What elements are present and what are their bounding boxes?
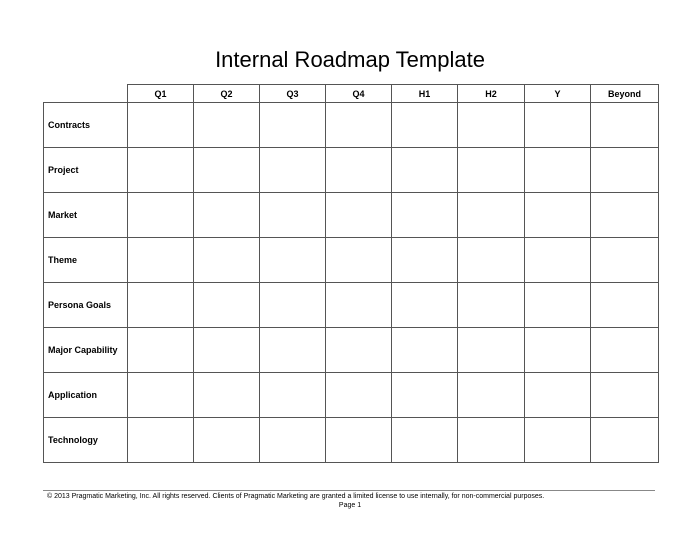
roadmap-cell xyxy=(194,238,260,283)
roadmap-cell xyxy=(326,103,392,148)
roadmap-cell xyxy=(326,328,392,373)
roadmap-cell xyxy=(525,103,591,148)
roadmap-cell xyxy=(458,328,525,373)
roadmap-cell xyxy=(260,148,326,193)
roadmap-cell xyxy=(260,193,326,238)
page-title: Internal Roadmap Template xyxy=(215,47,485,72)
footer-page-number: Page 1 xyxy=(338,502,362,509)
roadmap-cell xyxy=(326,418,392,463)
roadmap-cell xyxy=(591,193,659,238)
roadmap-cell xyxy=(194,283,260,328)
roadmap-cell xyxy=(326,283,392,328)
roadmap-cell xyxy=(591,328,659,373)
roadmap-cell xyxy=(392,238,458,283)
roadmap-cell xyxy=(392,103,458,148)
table-row xyxy=(44,148,659,193)
roadmap-cell xyxy=(260,418,326,463)
roadmap-cell xyxy=(525,193,591,238)
roadmap-cell xyxy=(525,238,591,283)
row-label-project: Project xyxy=(44,148,128,193)
column-header-q4: Q4 xyxy=(326,85,392,103)
roadmap-cell xyxy=(260,238,326,283)
roadmap-cell xyxy=(591,373,659,418)
roadmap-cell xyxy=(392,283,458,328)
roadmap-cell xyxy=(128,328,194,373)
footer-copyright: © 2013 Pragmatic Marketing, Inc. All rights reserved. Clients of Pragmatic Marketing are granted a limited license to use internally, for non-commercial purposes. xyxy=(47,493,545,500)
roadmap-cell xyxy=(458,103,525,148)
footer-divider xyxy=(43,490,655,491)
roadmap-cell xyxy=(525,283,591,328)
roadmap-cell xyxy=(128,283,194,328)
row-label-application: Application xyxy=(44,373,128,418)
roadmap-cell xyxy=(194,193,260,238)
roadmap-cell xyxy=(326,193,392,238)
roadmap-cell xyxy=(194,103,260,148)
roadmap-cell xyxy=(392,373,458,418)
roadmap-cell xyxy=(525,148,591,193)
roadmap-cell xyxy=(525,373,591,418)
roadmap-cell xyxy=(128,148,194,193)
roadmap-cell xyxy=(128,373,194,418)
roadmap-cell xyxy=(194,373,260,418)
roadmap-cell xyxy=(591,103,659,148)
roadmap-cell xyxy=(458,193,525,238)
column-header-q2: Q2 xyxy=(194,85,260,103)
roadmap-cell xyxy=(128,193,194,238)
table-row xyxy=(44,238,659,283)
roadmap-cell xyxy=(392,148,458,193)
column-header-q3: Q3 xyxy=(260,85,326,103)
roadmap-cell xyxy=(194,418,260,463)
roadmap-cell xyxy=(458,238,525,283)
table-row xyxy=(44,103,659,148)
roadmap-cell xyxy=(458,148,525,193)
row-label-persona-goals: Persona Goals xyxy=(44,283,128,328)
roadmap-cell xyxy=(326,148,392,193)
roadmap-cell xyxy=(525,328,591,373)
header-row xyxy=(44,85,659,103)
roadmap-cell xyxy=(591,238,659,283)
roadmap-cell xyxy=(326,238,392,283)
roadmap-cell xyxy=(128,238,194,283)
table-row xyxy=(44,193,659,238)
roadmap-cell xyxy=(591,283,659,328)
roadmap-cell xyxy=(591,148,659,193)
roadmap-cell xyxy=(525,418,591,463)
roadmap-cell xyxy=(458,418,525,463)
row-label-technology: Technology xyxy=(44,418,128,463)
roadmap-cell xyxy=(260,283,326,328)
table-row xyxy=(44,418,659,463)
column-header-q1: Q1 xyxy=(128,85,194,103)
corner-cell xyxy=(44,85,128,103)
roadmap-table xyxy=(43,84,659,463)
roadmap-cell xyxy=(392,418,458,463)
roadmap-cell xyxy=(260,373,326,418)
roadmap-cell xyxy=(458,283,525,328)
row-label-contracts: Contracts xyxy=(44,103,128,148)
row-label-theme: Theme xyxy=(44,238,128,283)
table-row xyxy=(44,328,659,373)
roadmap-cell xyxy=(194,148,260,193)
roadmap-cell xyxy=(128,418,194,463)
roadmap-cell xyxy=(326,373,392,418)
roadmap-cell xyxy=(128,103,194,148)
roadmap-cell xyxy=(392,328,458,373)
column-header-h2: H2 xyxy=(458,85,525,103)
column-header-h1: H1 xyxy=(392,85,458,103)
roadmap-cell xyxy=(260,103,326,148)
table-row xyxy=(44,283,659,328)
table-row xyxy=(44,373,659,418)
roadmap-cell xyxy=(458,373,525,418)
roadmap-cell xyxy=(194,328,260,373)
column-header-beyond: Beyond xyxy=(591,85,659,103)
roadmap-cell xyxy=(392,193,458,238)
roadmap-cell xyxy=(591,418,659,463)
row-label-market: Market xyxy=(44,193,128,238)
column-header-y: Y xyxy=(525,85,591,103)
row-label-major-capability: Major Capability xyxy=(44,328,128,373)
roadmap-cell xyxy=(260,328,326,373)
